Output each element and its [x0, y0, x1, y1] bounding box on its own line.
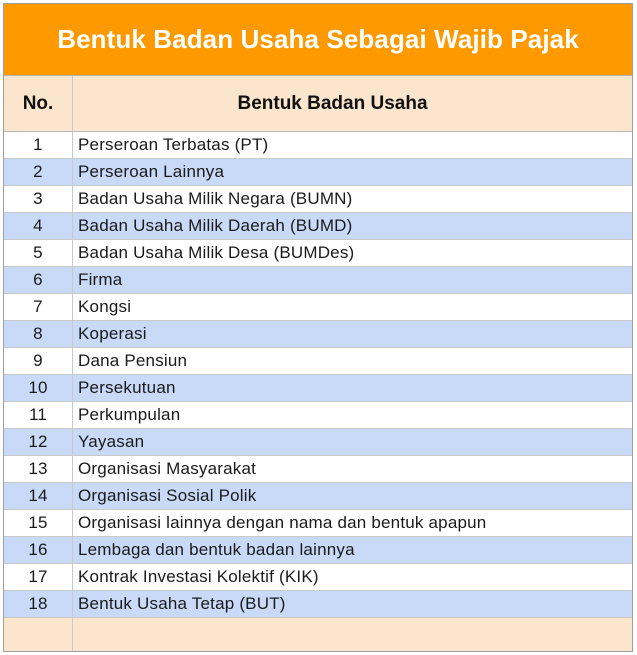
tax-entity-table — [3, 3, 633, 652]
header-form: Bentuk Badan Usaha — [237, 92, 428, 114]
table-row — [4, 537, 632, 564]
table-row — [4, 591, 632, 618]
header-no: No. — [4, 76, 73, 131]
row-name: Badan Usaha Milik Daerah (BUMD) — [78, 216, 353, 235]
row-number: 7 — [4, 294, 73, 320]
row-number: 2 — [4, 159, 73, 185]
row-name: Organisasi Sosial Polik — [78, 486, 257, 505]
table-row — [4, 321, 632, 348]
table-row — [4, 159, 632, 186]
header-row — [4, 76, 632, 132]
row-number: 9 — [4, 348, 73, 374]
table-row — [4, 510, 632, 537]
row-name: Koperasi — [78, 324, 147, 343]
row-name: Lembaga dan bentuk badan lainnya — [78, 540, 355, 559]
row-number: 6 — [4, 267, 73, 293]
row-number: 4 — [4, 213, 73, 239]
table-title: Bentuk Badan Usaha Sebagai Wajib Pajak — [4, 4, 632, 76]
row-name: Perkumpulan — [78, 405, 181, 424]
table-row — [4, 186, 632, 213]
footer-cell-form — [73, 618, 632, 652]
table-row — [4, 294, 632, 321]
row-name: Firma — [78, 270, 123, 289]
row-number: 15 — [4, 510, 73, 536]
row-name: Organisasi lainnya dengan nama dan bentuk apapun — [78, 513, 487, 532]
row-name: Perseroan Lainnya — [78, 162, 225, 181]
row-name: Persekutuan — [78, 378, 176, 397]
row-name: Badan Usaha Milik Negara (BUMN) — [78, 189, 353, 208]
table-row — [4, 456, 632, 483]
row-name: Yayasan — [78, 432, 145, 451]
row-number: 18 — [4, 591, 73, 617]
row-number: 11 — [4, 402, 73, 428]
row-name: Bentuk Usaha Tetap (BUT) — [78, 594, 286, 613]
table-row — [4, 375, 632, 402]
row-number: 16 — [4, 537, 73, 563]
row-name: Organisasi Masyarakat — [78, 459, 257, 478]
row-number: 3 — [4, 186, 73, 212]
footer-cell-no — [4, 618, 73, 652]
row-number: 8 — [4, 321, 73, 347]
row-number: 10 — [4, 375, 73, 401]
row-number: 5 — [4, 240, 73, 266]
row-number: 13 — [4, 456, 73, 482]
table-row — [4, 267, 632, 294]
row-number: 12 — [4, 429, 73, 455]
row-number: 17 — [4, 564, 73, 590]
table-row — [4, 213, 632, 240]
table-row — [4, 132, 632, 159]
row-number: 14 — [4, 483, 73, 509]
row-name: Badan Usaha Milik Desa (BUMDes) — [78, 243, 355, 262]
row-name: Perseroan Terbatas (PT) — [78, 135, 269, 154]
table-row — [4, 483, 632, 510]
row-name: Kontrak Investasi Kolektif (KIK) — [78, 567, 319, 586]
table-row — [4, 402, 632, 429]
row-name: Kongsi — [78, 297, 132, 316]
row-number: 1 — [4, 132, 73, 158]
table-row — [4, 564, 632, 591]
table-row — [4, 240, 632, 267]
table-row — [4, 348, 632, 375]
table-row — [4, 429, 632, 456]
row-name: Dana Pensiun — [78, 351, 188, 370]
footer-row — [4, 618, 632, 652]
